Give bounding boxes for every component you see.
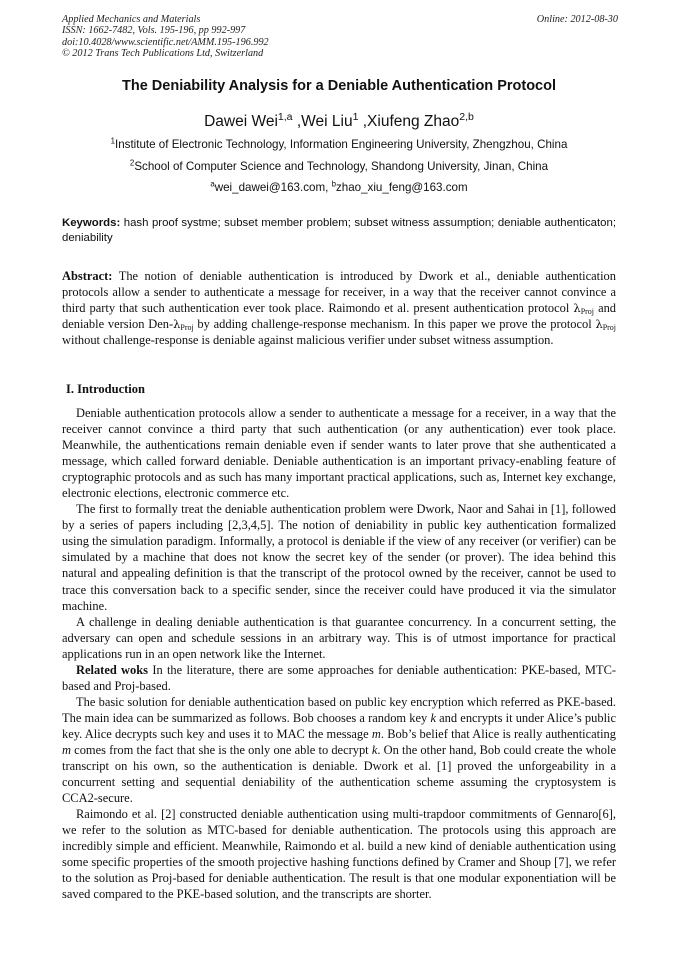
author-sup: 1 bbox=[352, 111, 359, 124]
journal-name: Applied Mechanics and Materials bbox=[62, 14, 201, 25]
email-a[interactable]: wei_dawei@163.com, bbox=[214, 181, 329, 194]
email-line bbox=[40, 181, 638, 194]
affiliation-sup: 1 bbox=[110, 136, 115, 146]
introduction-body bbox=[62, 405, 616, 902]
section-heading: I. Introduction bbox=[66, 382, 145, 396]
paragraph-text: . On the other hand, Bob could create the whole transcript on his own, so the authentication is deniable. Dwork et al. [1] proved the unforgeability in a concurrent setting and sequential deniability of the authentication scheme assuming the cryptosystem is CCA2-secure. bbox=[62, 742, 616, 806]
var-m: m bbox=[62, 742, 71, 757]
keywords bbox=[62, 216, 616, 246]
author-line bbox=[40, 113, 638, 131]
paragraph-text: comes from the fact that she is the only one able to decrypt bbox=[74, 742, 369, 757]
copyright-line: © 2012 Trans Tech Publications Ltd, Switzerland bbox=[62, 48, 264, 60]
affiliation-sup: 2 bbox=[129, 158, 135, 168]
paragraph: A challenge in dealing deniable authentication is that guarantee concurrency. In a concurrent setting, the adversary can open and schedule sessions in an arbitrary way. This is of utmost importance for practical applications run in an open network like the Internet. bbox=[62, 614, 616, 661]
paragraph-text: . Bob’s belief that Alice is really authenticating bbox=[380, 726, 616, 741]
lambda-symbol: λ bbox=[573, 301, 581, 316]
paper-title: The Deniability Analysis for a Deniable Authentication Protocol bbox=[122, 78, 556, 94]
abstract-text: without challenge-response is deniable against malicious verifier under subset witness assumption. bbox=[62, 333, 554, 348]
var-k: k bbox=[430, 710, 436, 725]
issn-line: ISSN: 1662-7482, Vols. 195-196, pp 992-997 bbox=[62, 25, 246, 37]
paragraph bbox=[62, 694, 616, 806]
paragraph bbox=[62, 662, 616, 694]
paragraph-text: The basic solution for deniable authentication based on public key encryption which referred as PKE-based. The main idea can be summarized as follows. Bob chooses a random key bbox=[62, 694, 616, 725]
author-sep: , bbox=[292, 113, 302, 130]
proj-subscript: Proj bbox=[180, 323, 194, 333]
related-works-label: Related woks bbox=[76, 662, 149, 677]
affiliation-2 bbox=[40, 160, 638, 173]
paragraph: The first to formally treat the deniable authentication problem were Dwork, Naor and Sahai in [1], followed by a series of papers including [2,3,4,5]. The notion of deniability in public key authentication formalized using the simulation paradigm. Informally, a protocol is deniable if the view of any receiver (or verifier) can be simulated by a machine that does not know the secret key of the sender (or prover). The idea behind this natural and appealing definition is that the transcript of the protocol owned by the receiver, cannot be used to trace this conversation back to a specific sender, since the receiver could have produced it via the simulator machine. bbox=[62, 502, 616, 613]
abstract-text: The notion of deniable authentication is introduced by Dwork et al., deniable authentication protocols allow a sender to authenticate a message for receiver, in a way that the receiver cannot convince a third party that such authentication ever took place. Raimondo et al. present authentication protocol bbox=[62, 269, 616, 316]
author-name: Wei Liu bbox=[301, 113, 353, 130]
author-sup: 1,a bbox=[277, 111, 293, 124]
abstract-text: by adding challenge-response mechanism. In this paper we prove the protocol bbox=[197, 317, 592, 332]
email-b[interactable]: zhao_xiu_feng@163.com bbox=[335, 181, 468, 194]
paragraph: Deniable authentication protocols allow a sender to authenticate a message for a receiver, in a way that the receiver cannot convince a third party that such authentication (or any authentication) ever took place. Meanwhile, the authentications remain deniable even if sender wants to later prove that she authenticated a message, which called forward deniable. Deniable authentication is an important privacy-enabling feature of cryptographic protocols and as such has many important practical applications, such as, Internet key exchange, electronic elections, electronic commerce etc. bbox=[62, 406, 616, 501]
author-name: Dawei Wei bbox=[204, 113, 278, 130]
author-sup: 2,b bbox=[459, 111, 474, 124]
author-name: Xiufeng Zhao bbox=[367, 113, 460, 130]
online-date: Online: 2012-08-30 bbox=[536, 14, 618, 25]
journal-header bbox=[62, 14, 618, 60]
proj-subscript: Proj bbox=[580, 307, 594, 317]
lambda-symbol: λ bbox=[595, 317, 603, 332]
affiliation-1 bbox=[40, 138, 638, 151]
author-sep: , bbox=[358, 113, 368, 130]
affiliation-text: School of Computer Science and Technology, Shandong University, Jinan, China bbox=[134, 160, 549, 173]
proj-subscript: Proj bbox=[602, 323, 616, 333]
email-sup: a bbox=[210, 179, 215, 189]
paragraph-text: and encrypts it under Alice’s public key. Alice decrypts such key and uses it to MAC the message bbox=[62, 710, 617, 741]
abstract bbox=[62, 268, 616, 348]
paragraph: Raimondo et al. [2] constructed deniable authentication using multi-trapdoor commitments of Gennaro[6], we refer to the solution as MTC-based for deniable authentication. The protocols using this approach are incredibly simple and efficient. Meanwhile, Raimondo et al. build a new kind of deniable authentication using some specific properties of the smooth projective hashing functions defined by Cramer and Shoup [7], we refer to the solution as Proj-based for deniable authentication. The result is that one modular exponentiation will be saved compared to the PKE-based solution, and the transcripts are shorter. bbox=[62, 807, 616, 902]
email-sup: b bbox=[331, 179, 336, 189]
paragraph-text: In the literature, there are some approaches for deniable authentication: PKE-based, MTC-based and Proj-based. bbox=[62, 662, 617, 693]
affiliation-text: Institute of Electronic Technology, Information Engineering University, Zhengzhou, China bbox=[114, 138, 568, 151]
keywords-label: Keywords: bbox=[62, 217, 121, 229]
keywords-text: hash proof systme; subset member problem; subset witness assumption; deniable authenticaton; deniability bbox=[62, 217, 616, 244]
abstract-label: Abstract: bbox=[62, 269, 113, 283]
doi-line: doi:10.4028/www.scientific.net/AMM.195-196.992 bbox=[62, 36, 269, 48]
abstract-text: and deniable version Den- bbox=[62, 301, 617, 332]
var-m: m bbox=[371, 726, 381, 741]
var-k: k bbox=[371, 742, 378, 757]
lambda-symbol: λ bbox=[173, 317, 181, 332]
